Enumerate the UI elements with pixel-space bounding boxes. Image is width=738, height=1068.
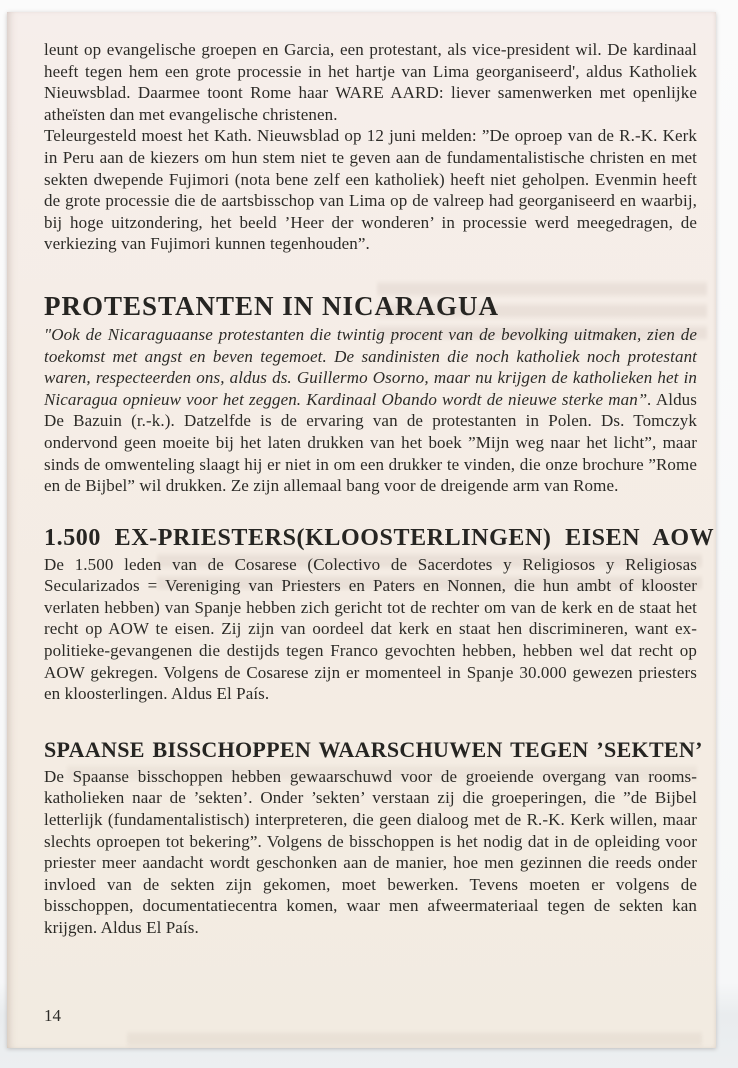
section-paragraph-sekten: De Spaanse bisschoppen hebben gewaarschuwd voor de groeiende overgang van rooms-katholieken naar de ’sekten’. Onder ’sekten’ verstaan zij die groeperingen, die ”de Bijbel letterlijk (fundamentalistisch) interpreteren, die geen dialoog met de R.-K. Kerk willen, maar slechts oproepen tot bekering”. Volgens de bisschoppen is het nodig dat in de opleiding voor priester meer aandacht wordt geschonken aan de manier, hoe men gezinnen die reeds onder invloed van de sekten zijn gekomen, moet bewerken. Tevens moeten er volgens de bisschoppen, documentatiecentra komen, waar men afweermateriaal tegen de sekten kan krijgen. Aldus El País. (44, 766, 697, 937)
page-number: 14 (44, 1006, 61, 1025)
magazine-page (7, 12, 716, 1048)
section-heading-ex-priesters-aow: 1.500 EX-PRIESTERS(KLOOSTERLINGEN) EISEN AOW (44, 524, 715, 551)
section-heading-protestanten-in-nicaragua: PROTESTANTEN IN NICARAGUA (44, 290, 500, 321)
section-heading-spaanse-bisschoppen-sekten: SPAANSE BISSCHOPPEN WAARSCHUWEN TEGEN ’SEKTEN’ (44, 736, 703, 762)
italic-lead-quote: "Ook de Nicaraguaanse protestanten die twintig procent van de bevolking uitmaken, zien de toekomst met angst en beven tegemoet. De sandinisten die noch katholiek noch protestant waren, respecteerden ons, aldus ds. Guillermo Osorno, maar nu krijgen de katholieken het in Nicaragua opnieuw voor het zeggen. Kardinaal Obando wordt de nieuwe sterke man”. (44, 324, 697, 409)
section-paragraph-aow: De 1.500 leden van de Cosarese (Colectivo de Sacerdotes y Religiosos y Religiosas Secularizados = Vereniging van Priesters en Paters en Nonnen, die hun ambt of klooster verlaten hebben) van Spanje hebben zich gericht tot de rechter om van de kerk en de staat het recht op AOW te eisen. Zij zijn van oordeel dat kerk en staat hen discrimineren, want ex-politieke-gevangenen die destijds tegen Franco gevochten hebben, hebben wel dat recht op AOW gekregen. Volgens de Cosarese zijn er momenteel in Spanje 30.000 gewezen priesters en kloosterlingen. Aldus El País. (44, 554, 697, 704)
intro-paragraph-1: leunt op evangelische groepen en Garcia, een protestant, als vice-president wil. De kardinaal heeft tegen hem een grote processie in het hartje van Lima georganiseerd', aldus Katholiek Nieuwsblad. Daarmee toont Rome haar WARE AARD: liever samenwerken met openlijke atheïsten dan met evangelische christenen. (44, 40, 697, 124)
text-column (44, 39, 715, 939)
section-body-nicaragua: Aldus De Bazuin (r.-k.). Datzelfde is de ervaring van de protestanten in Polen. Ds. Tomczyk ondervond geen moeite bij het laten drukken van het boek ”Mijn weg naar het licht”, maar sinds de omwenteling slaagt hij er niet in om een drukker te vinden, die onze brochure ”Rome en de Bijbel” wil drukken. Ze zijn allemaal bang voor de dreigende arm van Rome. (44, 389, 697, 496)
ink-bleed-ghost (127, 1030, 702, 1050)
section-paragraph-nicaragua (44, 324, 697, 497)
intro-paragraph-2: Teleurgesteld moest het Kath. Nieuwsblad op 12 juni melden: ”De oproep van de R.-K. Kerk in Peru aan de kiezers om hun stem niet te geven aan de fundamentalistische christen en met sekten dwepende Fujimori (nota bene zelf een katholiek) heeft niet geholpen. Evenmin heeft de grote processie die de aartsbisschop van Lima op de valreep had georganiseerd en waarbij, bij hoge uitzondering, het beeld ’Heer der wonderen’ in processie werd meegedragen, de verkiezing van Fujimori kunnen tegenhouden”. (44, 126, 697, 254)
